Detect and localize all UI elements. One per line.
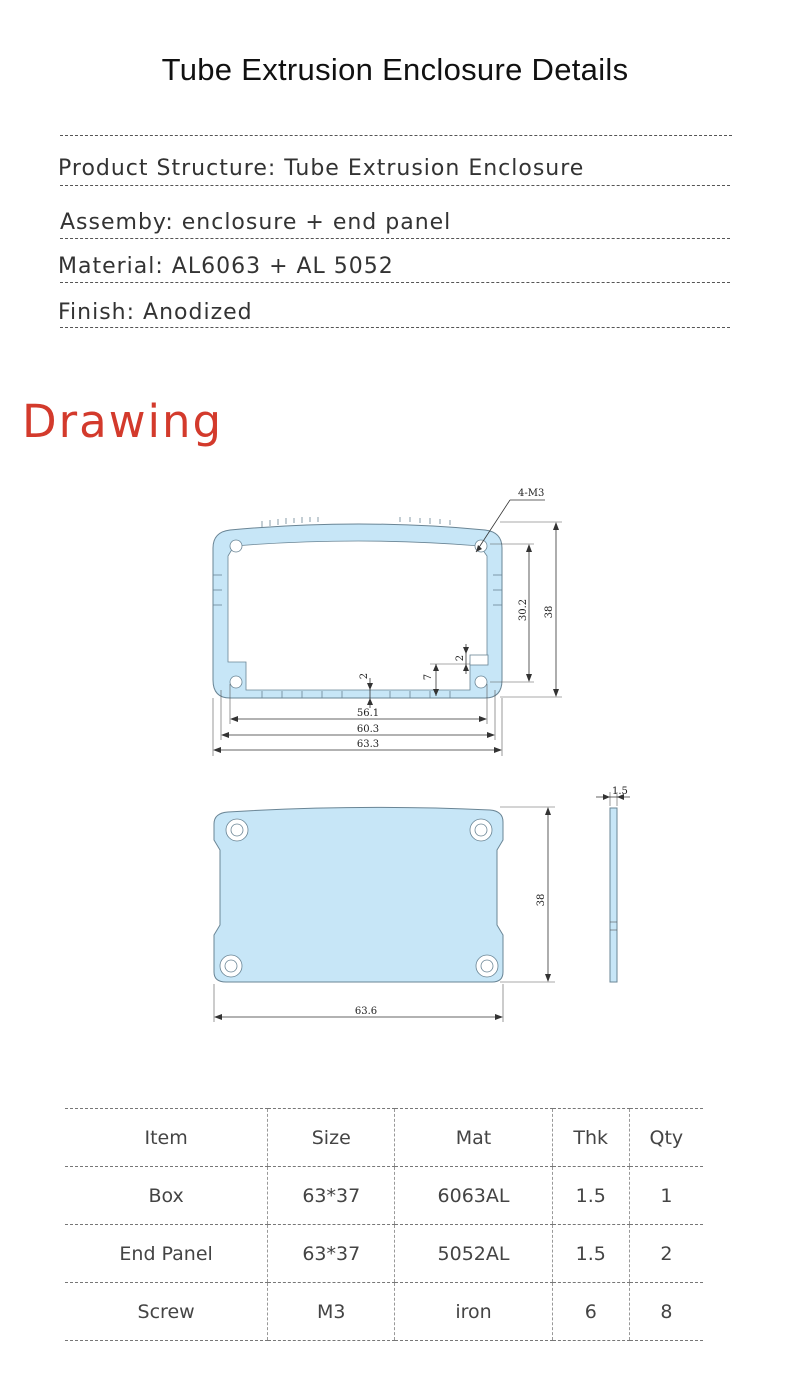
table-cell: Screw (65, 1283, 268, 1341)
table-cell: 1.5 (552, 1167, 629, 1225)
spec-label: Material: (58, 254, 164, 279)
table-row (65, 1167, 703, 1225)
table-cell: 6063AL (395, 1167, 552, 1225)
spec-value: enclosure + end panel (181, 210, 452, 235)
table-cell: End Panel (65, 1225, 268, 1283)
drawing-heading: Drawing (22, 395, 224, 448)
dim-height-inner: 30.2 (518, 598, 529, 622)
screw-boss (230, 676, 242, 688)
table-cell: 1 (629, 1167, 703, 1225)
page-title: Tube Extrusion Enclosure Details (161, 52, 629, 87)
profile-drawing (213, 488, 562, 756)
table-cell: 2 (629, 1225, 703, 1283)
table-cell: 63*37 (268, 1225, 395, 1283)
table-cell: 6 (552, 1283, 629, 1341)
profile-cavity (228, 541, 487, 690)
table-header-cell: Size (268, 1109, 395, 1167)
table-header-row (65, 1109, 703, 1167)
table-cell: iron (395, 1283, 552, 1341)
table-cell: 1.5 (552, 1225, 629, 1283)
panel-dim-width: 63.6 (354, 1006, 378, 1017)
end-panel-drawing (214, 786, 630, 1022)
spec-value: Tube Extrusion Enclosure (284, 156, 585, 181)
table-header-cell: Thk (552, 1109, 629, 1167)
spec-label: Finish: (58, 300, 136, 325)
spec-value: Anodized (143, 300, 253, 325)
spec-label: Product Structure: (58, 156, 277, 181)
spec-label: Assemby: (60, 210, 174, 235)
table-cell: 5052AL (395, 1225, 552, 1283)
table-row (65, 1283, 703, 1341)
dim-width-mid: 60.3 (356, 724, 380, 735)
dim-height-outer: 38 (544, 605, 555, 619)
dim-slot: 7 (423, 673, 434, 681)
dim-small-top: 2 (455, 654, 466, 662)
panel-dim-height: 38 (536, 893, 547, 907)
dim-wall: 2 (359, 672, 370, 680)
table-cell: 63*37 (268, 1167, 395, 1225)
table-header-cell: Mat (395, 1109, 552, 1167)
table-header-cell: Qty (629, 1109, 703, 1167)
dim-width-inner: 56.1 (356, 708, 380, 719)
hole-callout-label: 4-M3 (518, 488, 545, 499)
end-panel-plate (214, 807, 503, 982)
table-row (65, 1225, 703, 1283)
spec-value: AL6063 + AL 5052 (171, 254, 394, 279)
table-cell: Box (65, 1167, 268, 1225)
dim-width-outer: 63.3 (356, 739, 380, 750)
table-cell: M3 (268, 1283, 395, 1341)
screw-boss (475, 676, 487, 688)
panel-dim-thickness: 1.5 (612, 786, 628, 797)
end-panel-side-view (610, 808, 617, 982)
pcb-slot (470, 655, 488, 665)
table-header-cell: Item (65, 1109, 268, 1167)
screw-boss (230, 540, 242, 552)
table-cell: 8 (629, 1283, 703, 1341)
parts-table (65, 1108, 703, 1341)
